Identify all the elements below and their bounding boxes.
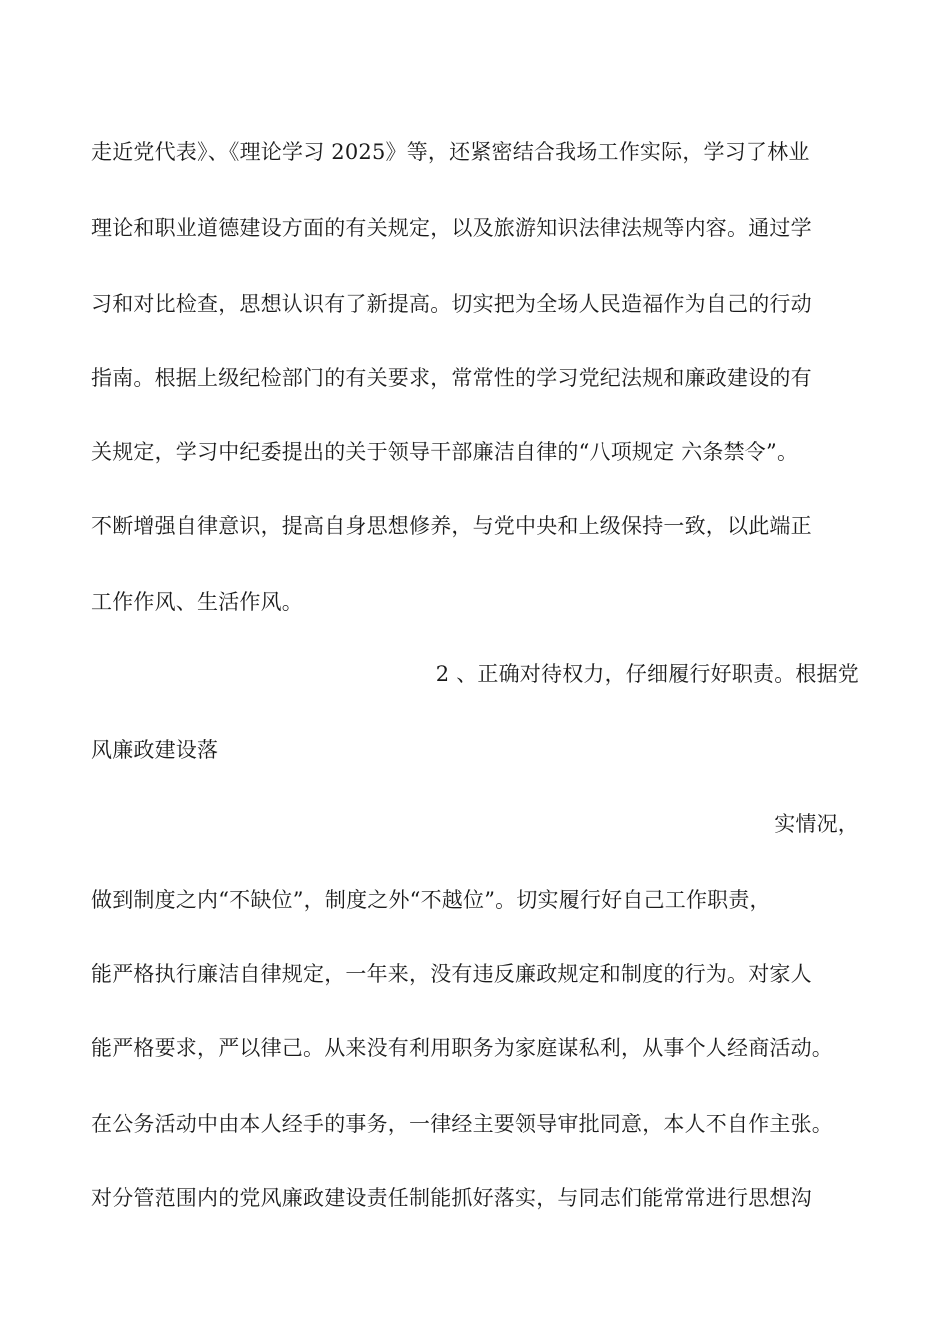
text-line: 理论和职业道德建设方面的有关规定，以及旅游知识法律法规等内容。通过学	[91, 216, 812, 240]
section-heading-line: 2 、正确对待权力，仔细履行好职责。根据党	[435, 662, 859, 686]
text-line: 能严格执行廉洁自律规定，一年来，没有违反廉政规定和制度的行为。对家人	[91, 962, 812, 986]
text-line: 工作作风、生活作风。	[91, 590, 303, 614]
text-line: 指南。根据上级纪检部门的有关要求，常常性的学习党纪法规和廉政建设的有	[91, 366, 812, 390]
text-line: 不断增强自律意识，提高自身思想修养，与党中央和上级保持一致，以此端正	[91, 514, 812, 538]
text-line: 能严格要求，严以律己。从来没有利用职务为家庭谋私利，从事个人经商活动。	[91, 1036, 833, 1060]
text-line: 走近党代表》、《理论学习 2025》等，还紧密结合我场工作实际，学习了林业	[91, 140, 810, 164]
text-line: 风廉政建设落	[91, 738, 219, 762]
text-line: 在公务活动中由本人经手的事务，一律经主要领导审批同意，本人不自作主张。	[91, 1112, 833, 1136]
text-line: 做到制度之内“不缺位”，制度之外“不越位”。切实履行好自己工作职责，	[91, 888, 771, 912]
text-line: 习和对比检查，思想认识有了新提高。切实把为全场人民造福作为自己的行动	[91, 292, 812, 316]
text-line: 关规定，学习中纪委提出的关于领导干部廉洁自律的“八项规定 六条禁令”。	[91, 440, 799, 464]
text-line: 实情况，	[774, 812, 859, 836]
text-line: 对分管范围内的党风廉政建设责任制能抓好落实，与同志们能常常进行思想沟	[91, 1186, 812, 1210]
